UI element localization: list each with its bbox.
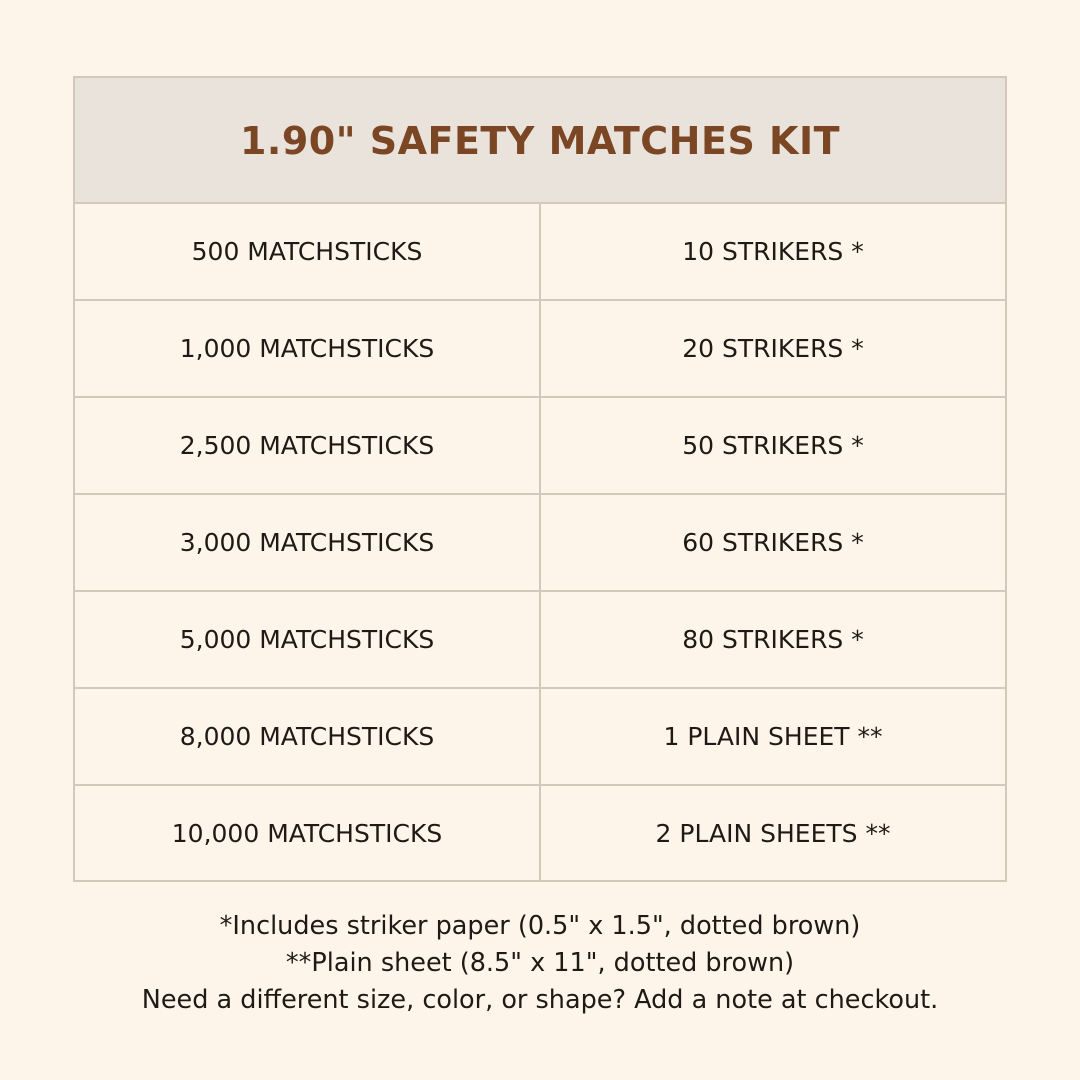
matchsticks-cell: 1,000 MATCHSTICKS — [75, 301, 541, 396]
striker-footnote: *Includes striker paper (0.5" x 1.5", dotted brown) — [219, 911, 861, 941]
table-body — [75, 204, 1005, 881]
table-row — [75, 689, 1005, 786]
strikers-cell: 20 STRIKERS * — [682, 334, 864, 363]
kit-table — [73, 76, 1007, 882]
footnotes — [0, 908, 1080, 1019]
matchsticks-cell: 3,000 MATCHSTICKS — [75, 495, 541, 590]
matchsticks-cell: 5,000 MATCHSTICKS — [75, 592, 541, 687]
strikers-cell: 10 STRIKERS * — [682, 237, 864, 266]
table-row — [75, 786, 1005, 881]
matchsticks-cell: 8,000 MATCHSTICKS — [75, 689, 541, 784]
strikers-cell: 2 PLAIN SHEETS ** — [655, 819, 891, 848]
table-header — [75, 78, 1005, 204]
strikers-cell: 60 STRIKERS * — [682, 528, 864, 557]
strikers-cell: 50 STRIKERS * — [682, 431, 864, 460]
matchsticks-cell: 10,000 MATCHSTICKS — [75, 786, 541, 881]
strikers-cell: 1 PLAIN SHEET ** — [663, 722, 883, 751]
table-row — [75, 398, 1005, 495]
strikers-cell: 80 STRIKERS * — [682, 625, 864, 654]
table-title: 1.90" SAFETY MATCHES KIT — [239, 119, 841, 163]
matchsticks-cell: 500 MATCHSTICKS — [75, 204, 541, 299]
table-row — [75, 495, 1005, 592]
table-row — [75, 301, 1005, 398]
custom-order-note: Need a different size, color, or shape? Add a note at checkout. — [141, 985, 939, 1015]
table-row — [75, 592, 1005, 689]
matchsticks-cell: 2,500 MATCHSTICKS — [75, 398, 541, 493]
sheet-footnote: **Plain sheet (8.5" x 11", dotted brown) — [285, 948, 795, 978]
table-row — [75, 204, 1005, 301]
